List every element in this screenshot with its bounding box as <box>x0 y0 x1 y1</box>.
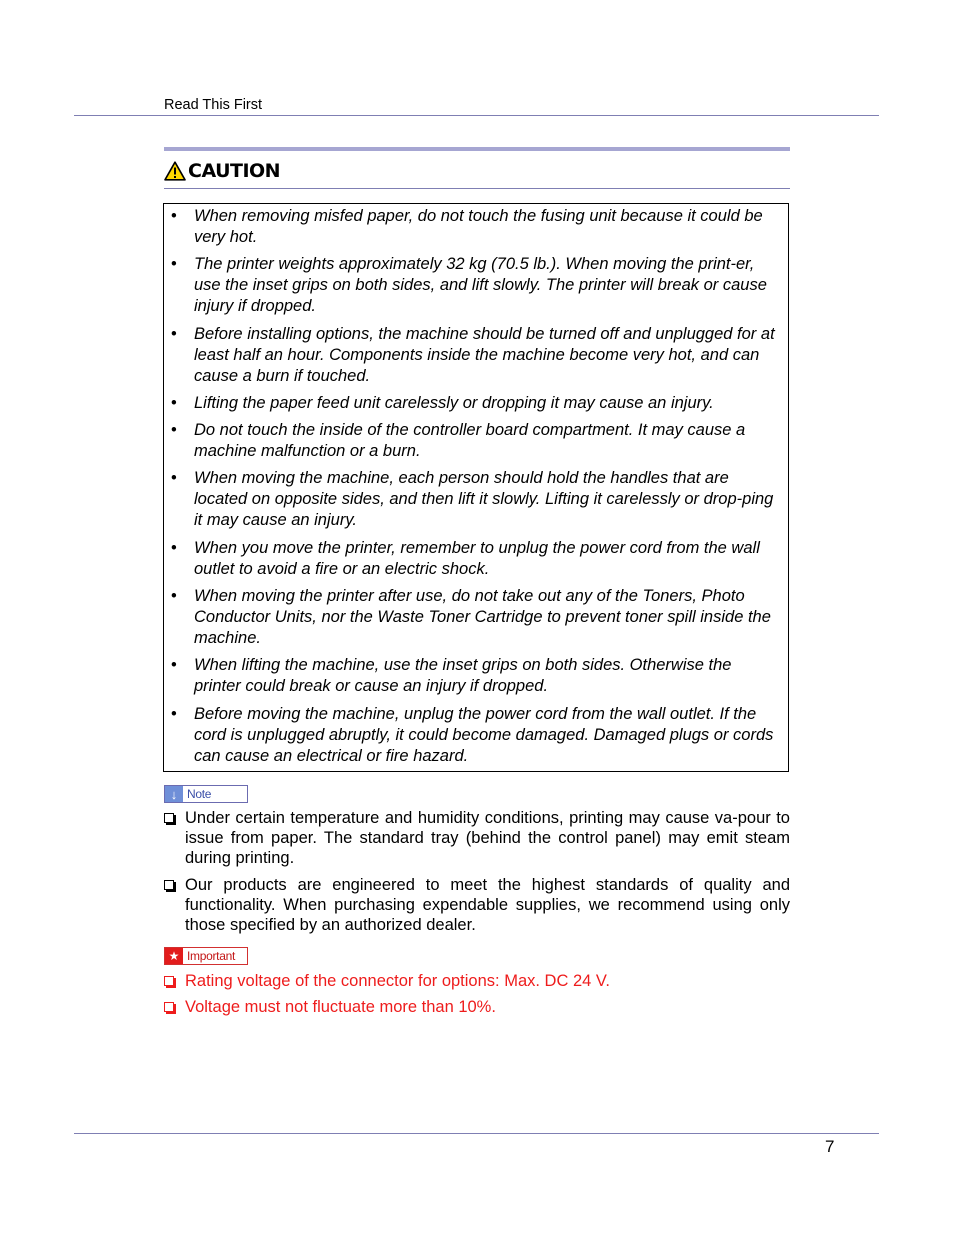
caution-item: • When lifting the machine, use the inset grips on both sides. Otherwise the printer could break or cause an injury if dropped. <box>171 656 732 696</box>
caution-item: • The printer weights approximately 32 kg (70.5 lb.). When moving the print-er, use the inset grips on both sides, and lift slowly. The printer will break or cause injury if dropped. <box>171 255 767 316</box>
caution-item: • When moving the printer after use, do not take out any of the Toners, Photo Conductor Units, nor the Waste Toner Cartridge to prevent toner spill inside the machine. <box>171 587 771 648</box>
caution-item: • When you move the printer, remember to unplug the power cord from the wall outlet to avoid a fire or an electric shock. <box>171 538 760 578</box>
bullet-icon: • <box>171 656 177 675</box>
note-item: Under certain temperature and humidity conditions, printing may cause va-pour to issue from paper. The standard tray (behind the control panel) may emit steam during printing. <box>164 808 790 868</box>
note-badge <box>164 785 248 803</box>
caution-item: • Before moving the machine, unplug the power cord from the wall outlet. If the cord is unplugged abruptly, it could become damaged. Damaged plugs or cords can cause an electrical or fire hazard. <box>171 704 774 765</box>
header-rule <box>74 115 879 116</box>
bullet-icon: • <box>171 469 177 488</box>
caution-list <box>171 206 778 767</box>
note-item: Our products are engineered to meet the highest standards of quality and functionality. When purchasing expendable supplies, we recommend using only those specified by an authorized dealer. <box>164 875 790 935</box>
checkbox-icon <box>164 1002 174 1012</box>
important-label: Important <box>187 949 235 963</box>
warning-triangle-icon <box>164 161 186 181</box>
important-item: Rating voltage of the connector for options: Max. DC 24 V. <box>164 971 790 991</box>
checkbox-icon <box>164 880 174 890</box>
bullet-icon: • <box>171 421 177 440</box>
footer-rule <box>74 1133 879 1134</box>
caution-under-rule <box>164 188 790 189</box>
bullet-icon: • <box>171 255 177 274</box>
caution-item: • Lifting the paper feed unit carelessly or dropping it may cause an injury. <box>171 393 714 412</box>
important-list <box>164 971 790 1023</box>
bullet-icon: • <box>171 324 177 343</box>
caution-item: • When removing misfed paper, do not touch the fusing unit because it could be very hot. <box>171 207 763 246</box>
checkbox-icon <box>164 976 174 986</box>
star-icon: ★ <box>165 948 183 964</box>
checkbox-icon <box>164 813 174 823</box>
bullet-icon: • <box>171 207 177 225</box>
important-item: Voltage must not fluctuate more than 10%. <box>164 997 790 1017</box>
bullet-icon: • <box>171 704 177 723</box>
important-badge <box>164 947 248 965</box>
arrow-down-icon: ↓ <box>165 786 183 802</box>
running-header: Read This First <box>164 97 263 113</box>
caution-item: • Before installing options, the machine should be turned off and unplugged for at least half an hour. Components inside the machine become very hot, and can cause a burn if touched. <box>171 324 775 385</box>
caution-box <box>163 203 789 772</box>
caution-item: • When moving the machine, each person should hold the handles that are located on opposite sides, and then lift it slowly. Lifting it carelessly or drop-ping it may cause an injury. <box>171 469 774 530</box>
caution-title: CAUTION <box>188 160 281 182</box>
bullet-icon: • <box>171 538 177 557</box>
bullet-icon: • <box>171 587 177 606</box>
caution-item: • Do not touch the inside of the controller board compartment. It may cause a machine malfunction or a burn. <box>171 421 746 461</box>
note-label: Note <box>187 787 212 801</box>
note-list <box>164 808 790 942</box>
caution-top-bar <box>164 147 790 151</box>
caution-heading <box>164 158 280 184</box>
bullet-icon: • <box>171 393 177 412</box>
page-number: 7 <box>825 1137 835 1156</box>
